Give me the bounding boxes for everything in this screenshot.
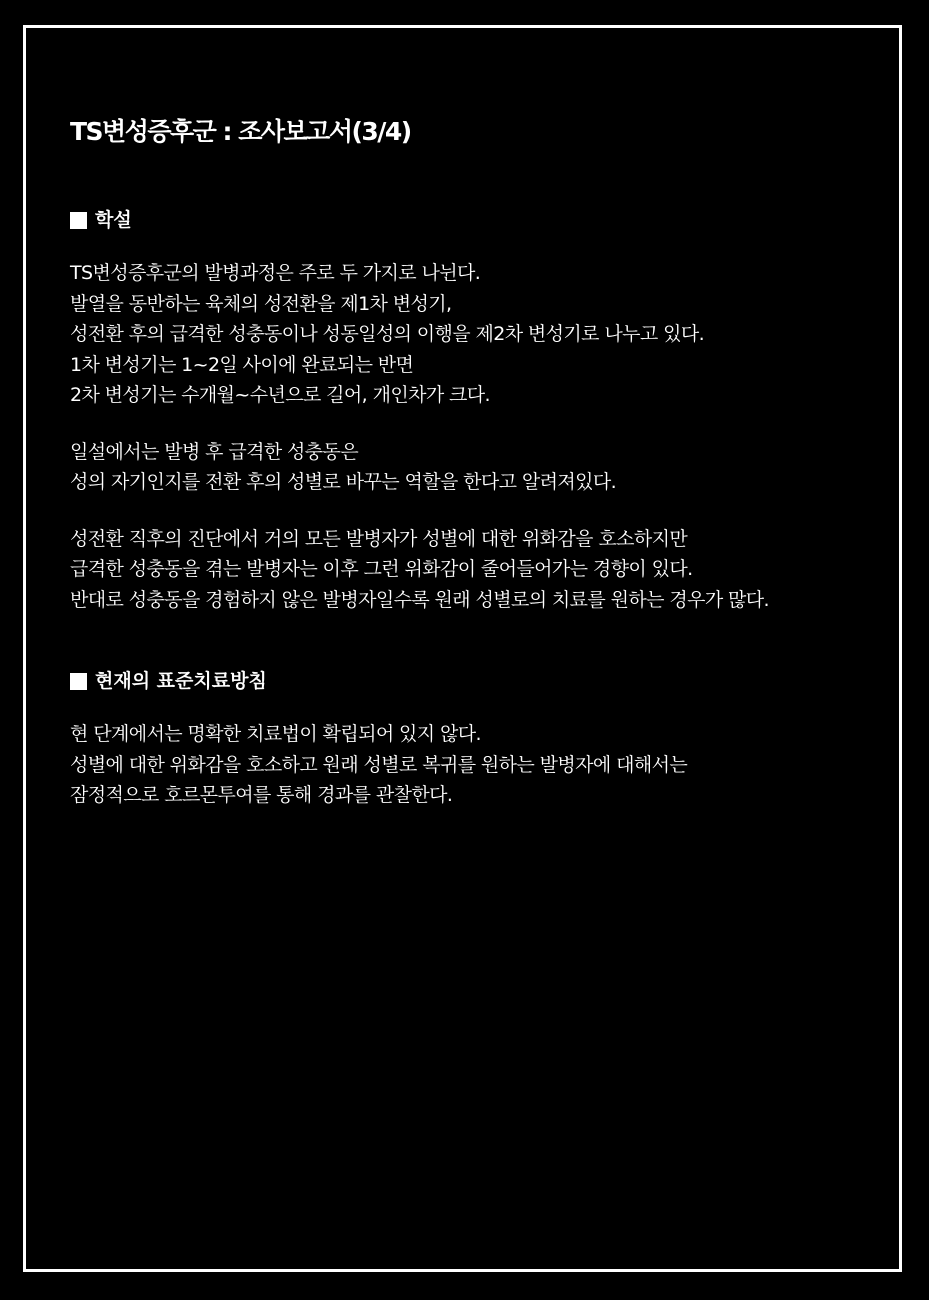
section-heading-label: 학설 [95,209,132,231]
section-heading-label: 현재의 표준치료방침 [95,670,267,692]
text-line: 잠정적으로 호르몬투여를 통해 경과를 관찰한다. [70,784,453,806]
text-line: 현 단계에서는 명확한 치료법이 확립되어 있지 않다. [70,723,481,745]
text-line: 발열을 동반하는 육체의 성전환을 제1차 변성기, [70,292,452,315]
paragraph [70,258,870,411]
paragraph [70,719,870,811]
text-line: 성전환 직후의 진단에서 거의 모든 발병자가 성별에 대한 위화감을 호소하지만 [70,527,688,550]
section-heading [70,206,870,234]
square-bullet-icon [70,212,87,229]
text-line: 1차 변성기는 1~2일 사이에 완료되는 반면 [70,353,414,376]
text-line: 반대로 성충동을 경험하지 않은 발병자일수록 원래 성별로의 치료를 원하는 경우가 많다. [70,588,769,611]
text-line: 성전환 후의 급격한 성충동이나 성동일성의 이행을 제2차 변성기로 나누고 있다. [70,323,705,345]
text-line: 성의 자기인지를 전환 후의 성별로 바꾸는 역할을 한다고 알려져있다. [70,471,617,493]
square-bullet-icon [70,673,87,690]
paragraph [70,437,870,498]
text-line: 2차 변성기는 수개월~수년으로 길어, 개인차가 크다. [70,384,490,406]
section-heading [70,667,870,695]
section-theory [70,206,870,615]
text-line: 급격한 성충동을 겪는 발병자는 이후 그런 위화감이 줄어들어가는 경향이 있다. [70,558,693,580]
report-content [70,112,870,811]
text-line: TS변성증후군의 발병과정은 주로 두 가지로 나뉜다. [70,262,481,284]
text-line: 성별에 대한 위화감을 호소하고 원래 성별로 복귀를 원하는 발병자에 대해서는 [70,753,688,776]
report-title: TS변성증후군 : 조사보고서(3/4) [70,117,411,146]
paragraph [70,524,870,616]
text-line: 일설에서는 발병 후 급격한 성충동은 [70,440,359,463]
section-standard-treatment [70,667,870,811]
